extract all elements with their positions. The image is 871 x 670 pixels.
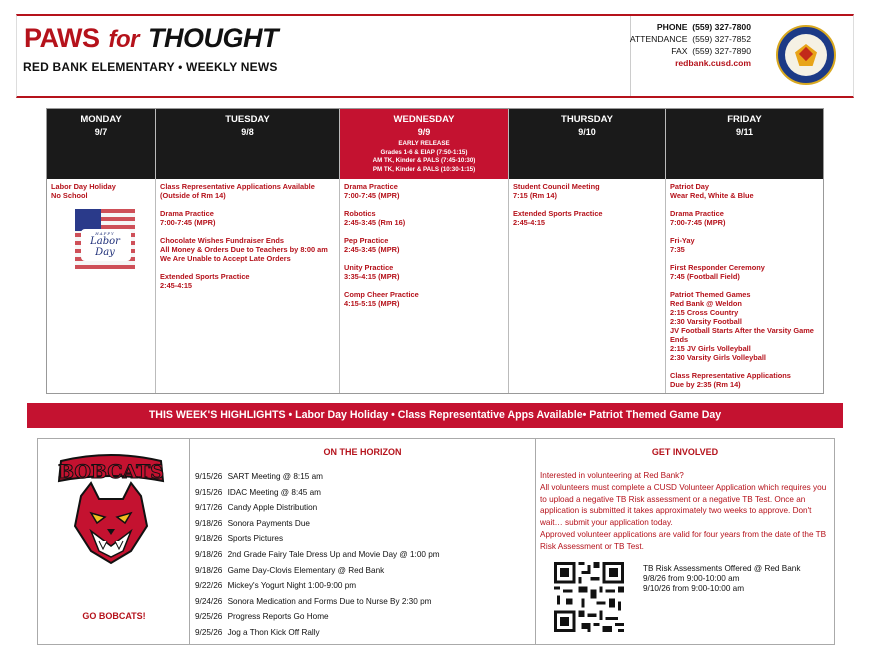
- calendar-day-thursday: [509, 109, 666, 393]
- title-for: for: [108, 26, 140, 53]
- on-the-horizon-panel: [190, 439, 536, 644]
- district-seal-logo: [776, 25, 836, 85]
- bobcats-panel: [38, 439, 190, 644]
- calendar-day-monday: [47, 109, 156, 393]
- labor-day-image: HAPPY Labor Day: [75, 209, 135, 269]
- calendar-event: Patriot Day Wear Red, White & Blue: [670, 182, 754, 200]
- calendar-event: First Responder Ceremony 7:45 (Football Field): [670, 263, 765, 281]
- newsletter-header: [16, 14, 854, 98]
- get-involved-panel: [536, 439, 834, 644]
- list-item: 9/25/26 Progress Reports Go Home: [195, 612, 329, 622]
- list-item: 9/24/26 Sonora Medication and Forms Due to Nurse By 2:30 pm: [195, 596, 432, 606]
- calendar-event: Pep Practice 2:45-3:45 (MPR): [344, 236, 400, 254]
- list-item: 9/25/26 Jog a Thon Kick Off Rally: [195, 627, 320, 637]
- day-header: MONDAY 9/7: [47, 109, 155, 179]
- list-item: 9/15/26 IDAC Meeting @ 8:45 am: [195, 487, 321, 497]
- attendance-line: ATTENDANCE (559) 327-7852: [629, 34, 751, 44]
- list-item: 9/15/26 SART Meeting @ 8:15 am: [195, 472, 323, 481]
- calendar-event: Robotics 2:45-3:45 (Rm 16): [344, 209, 406, 227]
- calendar-event: Drama Practice 7:00-7:45 (MPR): [160, 209, 216, 227]
- calendar-event: Patriot Themed Games Red Bank @ Weldon 2:15 Cross Country 2:30 Varsity Football JV Football Starts After the Varsity Game Ends 2:15 JV Girls Volleyball 2:30 Varsity Girls Volleyball: [670, 290, 814, 362]
- calendar-event: Labor Day Holiday No School: [51, 182, 116, 200]
- calendar-event: Drama Practice 7:00-7:45 (MPR): [670, 209, 726, 227]
- calendar-day-friday: [666, 109, 823, 393]
- weekly-highlights-banner: THIS WEEK'S HIGHLIGHTS • Labor Day Holiday • Class Representative Apps Available• Patriot Themed Game Day: [27, 403, 843, 428]
- newsletter-title: [24, 23, 278, 54]
- calendar-event: Class Representative Applications Available (Outside of Rm 14): [160, 182, 315, 200]
- calendar-event: Drama Practice 7:00-7:45 (MPR): [344, 182, 400, 200]
- calendar-event: Extended Sports Practice 2:45-4:15: [160, 272, 250, 290]
- bottom-section: [37, 438, 835, 645]
- calendar-event: Unity Practice 3:35-4:15 (MPR): [344, 263, 400, 281]
- tb-assessment-info: TB Risk Assessments Offered @ Red Bank 9/8/26 from 9:00-10:00 am 9/10/26 from 9:00-10:00 am: [643, 564, 801, 593]
- calendar-event: Extended Sports Practice 2:45-4:15: [513, 209, 603, 227]
- calendar-event: Chocolate Wishes Fundraiser Ends All Money & Orders Due to Teachers by 8:00 am We Are Unable to Accept Late Orders: [160, 236, 328, 263]
- day-header: THURSDAY 9/10: [509, 109, 665, 179]
- fax-line: FAX (559) 327-7890: [671, 46, 751, 56]
- calendar-day-wednesday: [340, 109, 509, 393]
- day-header: WEDNESDAY 9/9 EARLY RELEASE Grades 1-6 & EIAP (7:50-1:15) AM TK, Kinder & PALS (7:45-10:30) PM TK, Kinder & PALS (10:30-1:15): [340, 109, 508, 179]
- title-paws: PAWS: [24, 23, 100, 53]
- volunteer-info: Interested in volunteering at Red Bank? All volunteers must complete a CUSD Volunteer Application which requires you to upload a negative TB Risk assessment or a negative TB Test. Once an application is submitted it takes approximately two weeks to approve. Don't wait… submit your application today. Approved volunteer applications are valid for four years from the date of the TB Risk Assessment or TB Test.: [540, 471, 827, 551]
- calendar-day-tuesday: [156, 109, 340, 393]
- svg-text:BOBCATS: BOBCATS: [57, 461, 165, 483]
- day-header: TUESDAY 9/8: [156, 109, 339, 179]
- horizon-list: [195, 469, 440, 641]
- list-item: 9/17/26 Candy Apple Distribution: [195, 503, 318, 513]
- horizon-title: ON THE HORIZON: [323, 447, 402, 457]
- phone-line: PHONE (559) 327-7800: [656, 22, 751, 32]
- contact-info: [630, 21, 751, 69]
- bobcat-mascot-logo: [51, 451, 171, 571]
- list-item: 9/18/26 Sports Pictures: [195, 534, 284, 544]
- calendar-event: Student Council Meeting 7:15 (Rm 14): [513, 182, 600, 200]
- list-item: 9/22/26 Mickey's Yogurt Night 1:00-9:00 pm: [195, 581, 357, 591]
- day-header: FRIDAY 9/11: [666, 109, 823, 179]
- go-bobcats-caption: GO BOBCATS!: [82, 611, 146, 621]
- list-item: 9/18/26 Sonora Payments Due: [195, 518, 310, 528]
- weekly-calendar: [46, 108, 824, 394]
- list-item: 9/18/26 2nd Grade Fairy Tale Dress Up and Movie Day @ 1:00 pm: [195, 549, 440, 559]
- calendar-event: Class Representative Applications Due by 2:35 (Rm 14): [670, 371, 791, 389]
- calendar-event: Fri-Yay 7:35: [670, 236, 695, 254]
- qr-code[interactable]: [549, 559, 629, 635]
- list-item: 9/18/26 Game Day-Clovis Elementary @ Red Bank: [195, 565, 385, 575]
- early-release-note: EARLY RELEASE Grades 1-6 & EIAP (7:50-1:15) AM TK, Kinder & PALS (7:45-10:30) PM TK, Kinder & PALS (10:30-1:15): [372, 140, 476, 173]
- newsletter-subtitle: RED BANK ELEMENTARY • WEEKLY NEWS: [23, 60, 278, 74]
- website-link[interactable]: redbank.cusd.com: [675, 58, 751, 68]
- involved-title: GET INVOLVED: [651, 447, 719, 457]
- title-thought: THOUGHT: [148, 23, 279, 53]
- calendar-event: Comp Cheer Practice 4:15-5:15 (MPR): [344, 290, 419, 308]
